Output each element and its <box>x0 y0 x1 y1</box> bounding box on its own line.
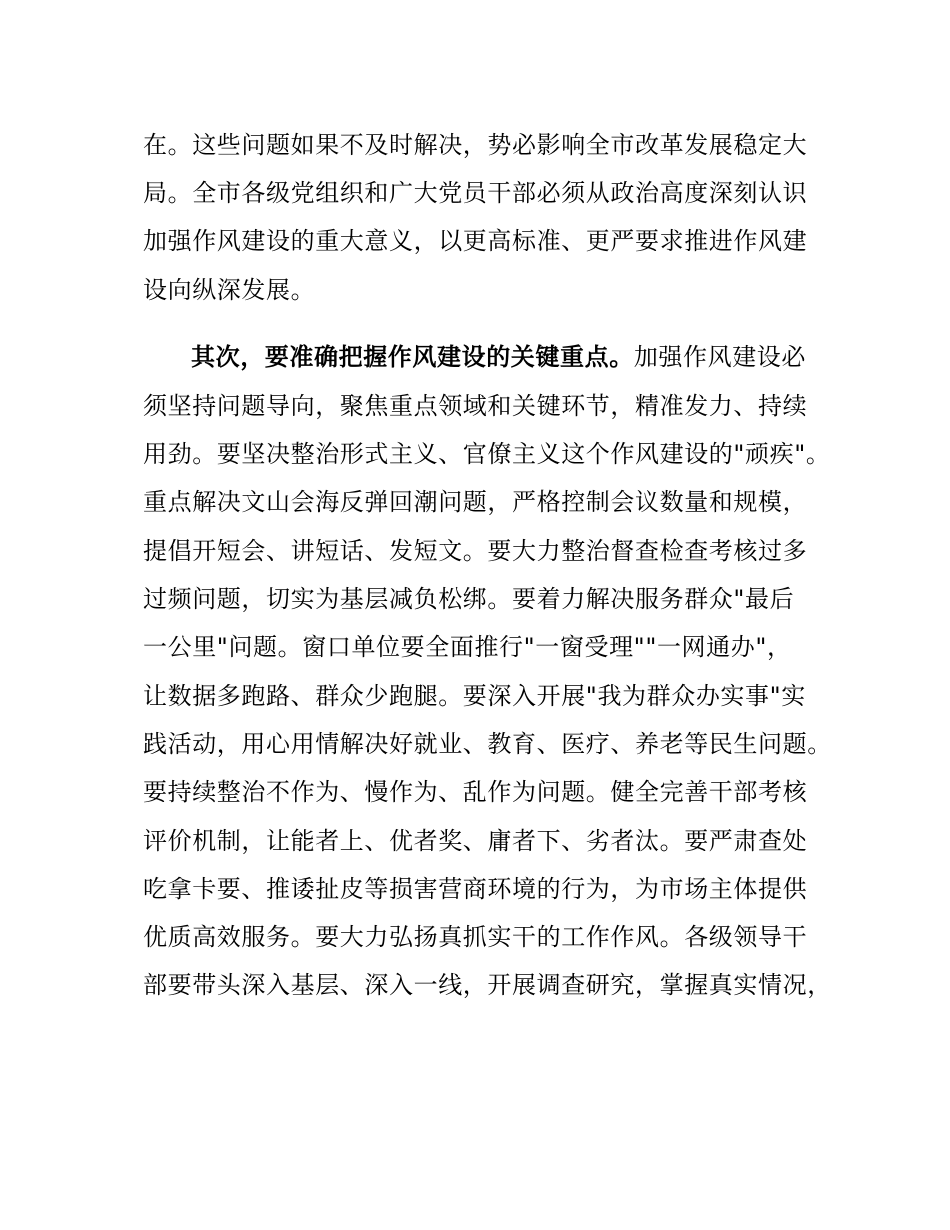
text-line: 一公里"问题。窗口单位要全面推行"一窗受理""一网通办"， <box>143 633 792 661</box>
text-line: 要持续整治不作为、慢作为、乱作为问题。健全完善干部考核 <box>143 778 808 806</box>
text-line: 优质高效服务。要大力弘扬真抓实干的工作作风。各级领导干 <box>143 923 808 951</box>
text-line: 评价机制，让能者上、优者奖、庸者下、劣者汰。要严肃查处 <box>143 827 808 855</box>
paragraph-first-line <box>191 342 806 372</box>
section-heading: 其次，要准确把握作风建设的关键重点。 <box>191 343 634 371</box>
text-line: 用劲。要坚决整治形式主义、官僚主义这个作风建设的"顽疾"。 <box>143 440 831 468</box>
text-line: 局。全市各级党组织和广大党员干部必须从政治高度深刻认识 <box>143 179 808 207</box>
text-line: 提倡开短会、讲短话、发短文。要大力整治督查检查考核过多 <box>143 537 808 565</box>
text-line: 过频问题，切实为基层减负松绑。要着力解决服务群众"最后 <box>143 585 795 613</box>
text-line: 吃拿卡要、推诿扯皮等损害营商环境的行为，为市场主体提供 <box>143 875 808 903</box>
text-line: 让数据多跑路、群众少跑腿。要深入开展"我为群众办实事"实 <box>143 682 806 710</box>
text-line: 践活动，用心用情解决好就业、教育、医疗、养老等民生问题。 <box>143 730 832 758</box>
text-line: 设向纵深发展。 <box>143 276 316 304</box>
text-line: 重点解决文山会海反弹回潮问题，严格控制会议数量和规模， <box>143 488 808 516</box>
text-run: 加强作风建设必 <box>633 343 807 371</box>
text-line: 在。这些问题如果不及时解决，势必影响全市改革发展稳定大 <box>143 131 808 159</box>
text-line: 部要带头深入基层、深入一线，开展调查研究，掌握真实情况， <box>143 971 832 999</box>
text-line: 加强作风建设的重大意义，以更高标准、更严要求推进作风建 <box>143 227 808 255</box>
text-line: 须坚持问题导向，聚焦重点领域和关键环节，精准发力、持续 <box>143 392 808 420</box>
